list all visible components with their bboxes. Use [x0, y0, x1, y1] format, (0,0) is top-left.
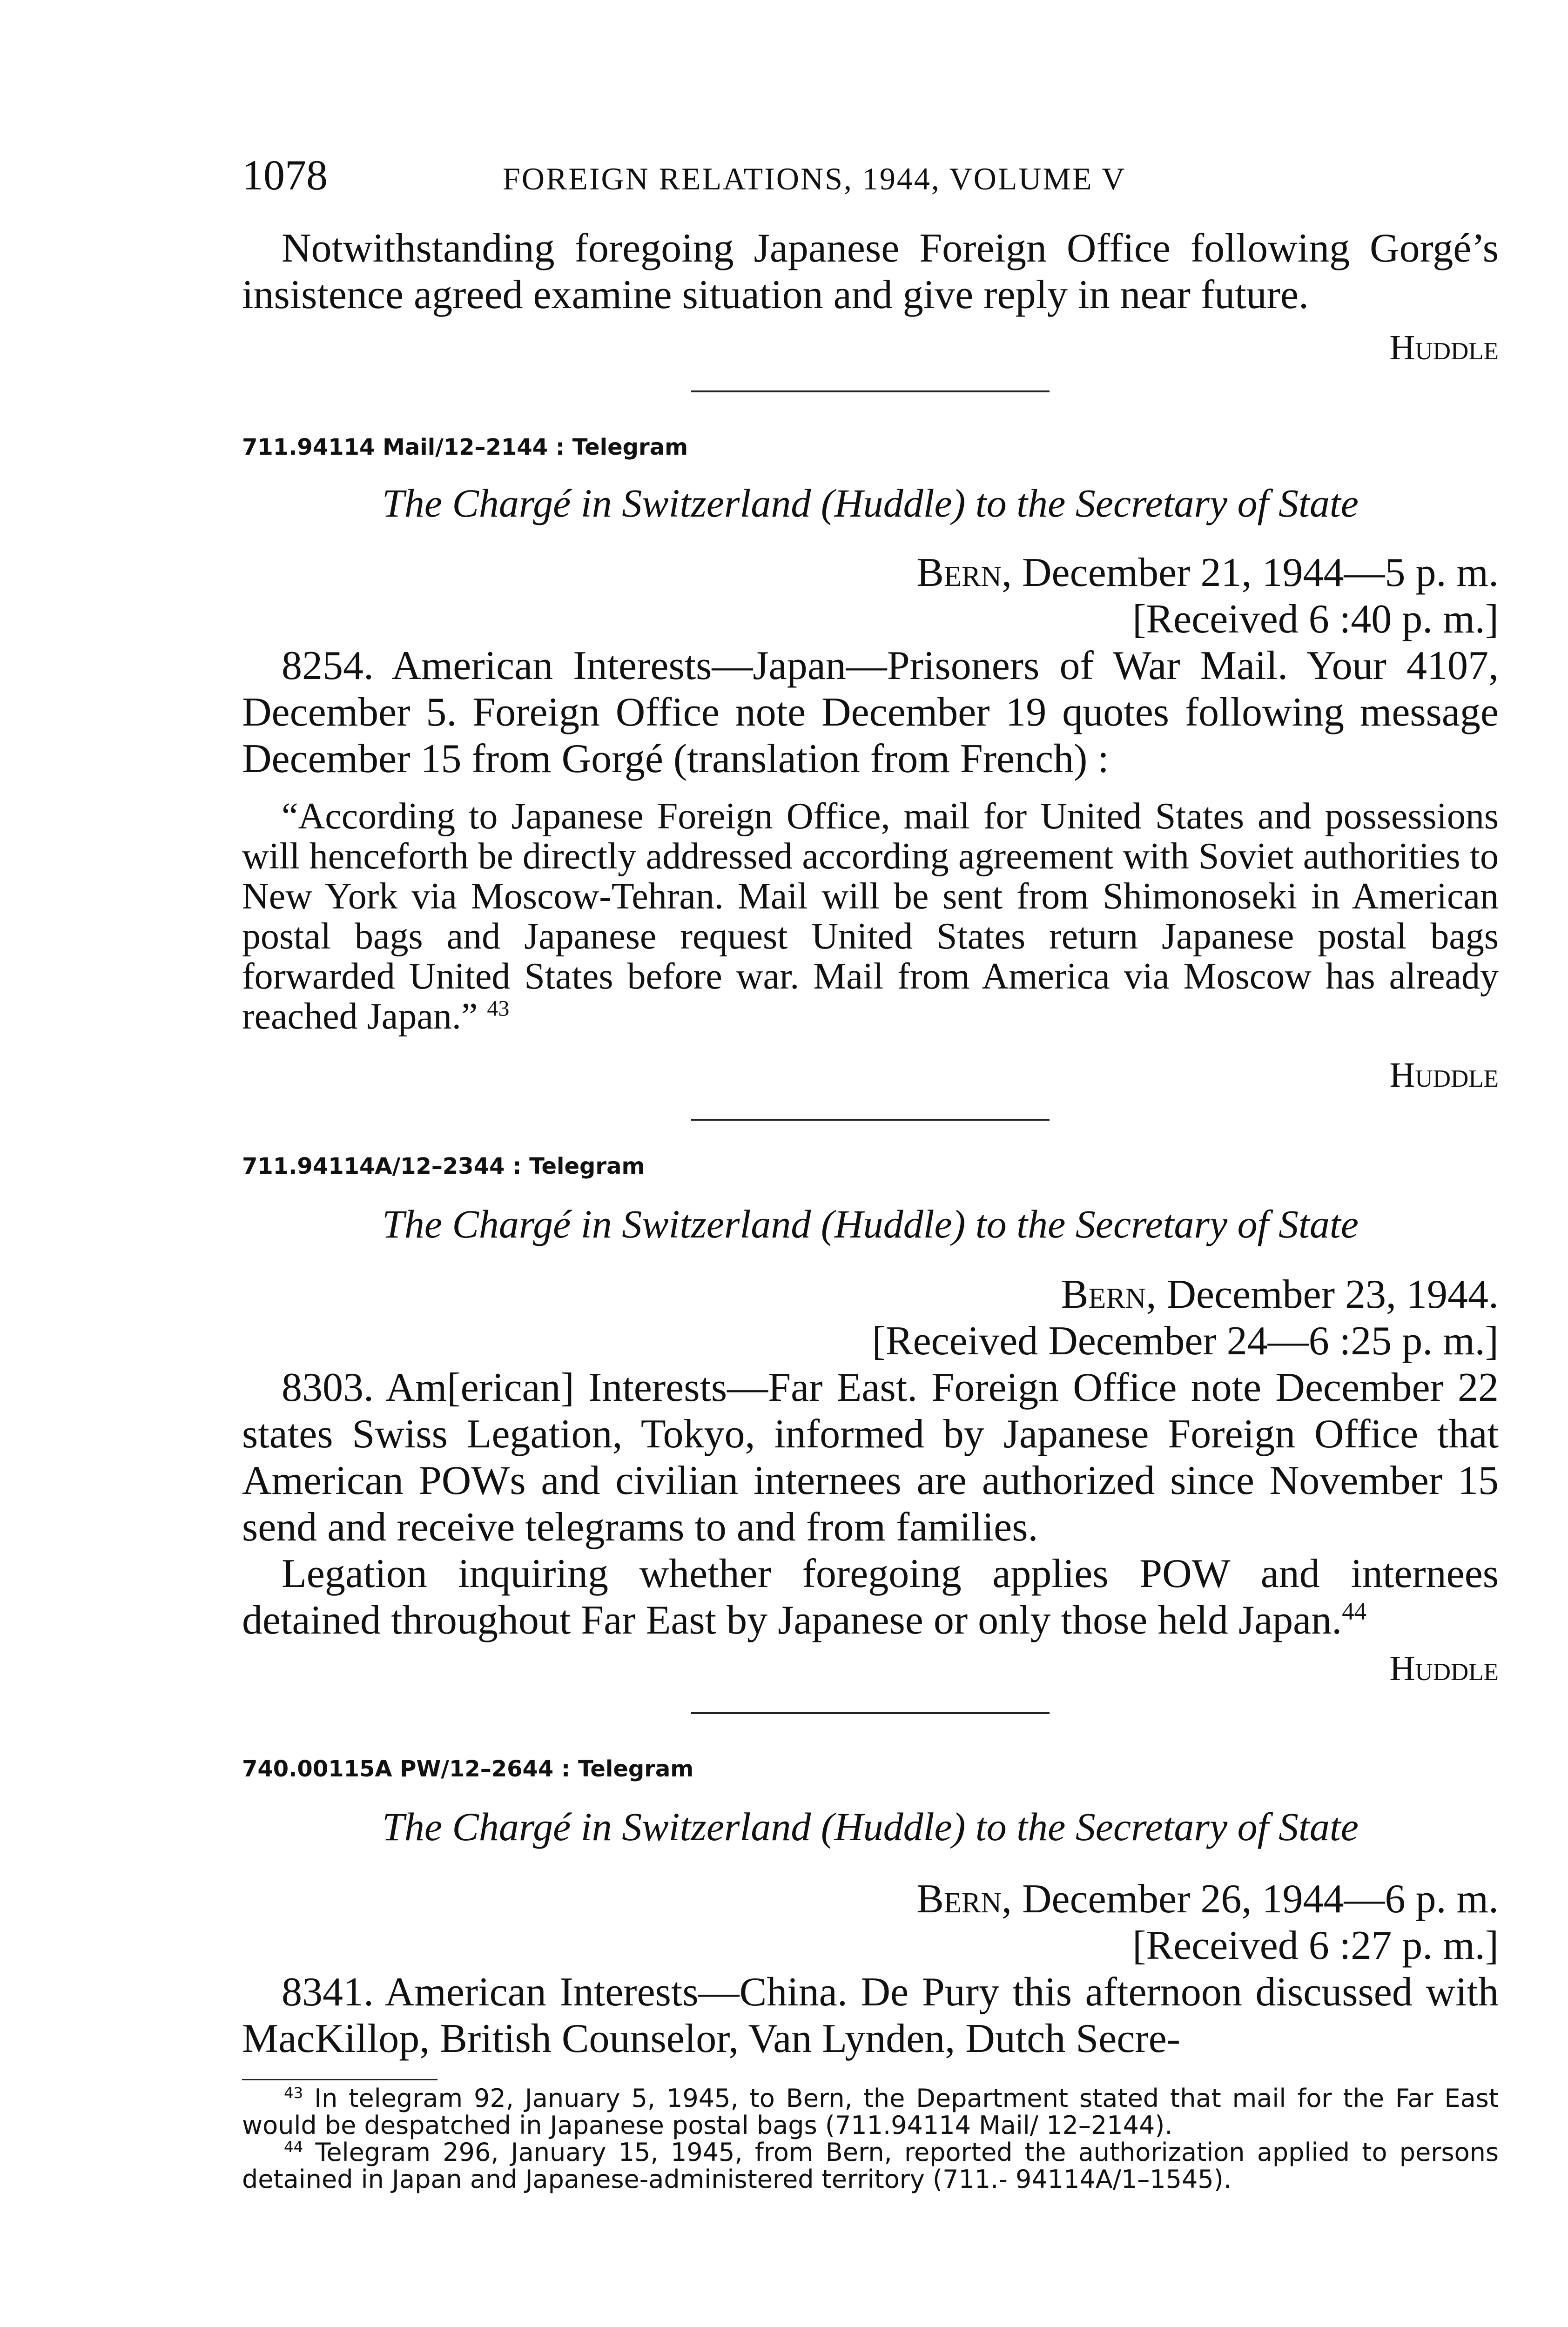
running-title: FOREIGN RELATIONS, 1944, VOLUME V	[503, 161, 1126, 196]
footnote-ref: 44	[1342, 1598, 1366, 1625]
telegram-body: 8303. Am[erican] Interests—Far East. Foreign Office note December 22 states Swiss Legation, Tokyo, informed by Japanese Foreign Office that American POWs and civilian internees are authorized since November 15 send and receive telegrams to and from families.	[242, 1365, 1499, 1550]
date: December 21, 1944—5 p. m.	[1022, 550, 1499, 595]
document-711-94114	[242, 434, 1499, 1096]
paragraph-text: Legation inquiring whether foregoing applies POW and internees detained throughout Far East by Japanese or only those held Japan.	[242, 1551, 1499, 1643]
footnote-mark: 44	[284, 2138, 303, 2156]
received-line: [Received 6 :40 p. m.]	[1132, 597, 1499, 642]
opening-section	[242, 225, 1499, 368]
file-code: 711.94114 Mail/12–2144 : Telegram	[242, 434, 688, 460]
document-title: The Chargé in Switzerland (Huddle) to the Secretary of State	[382, 1804, 1359, 1849]
opening-signature: Huddle	[1389, 328, 1499, 367]
footnote-mark: 43	[284, 2084, 303, 2102]
document-title: The Chargé in Switzerland (Huddle) to the Secretary of State	[382, 1202, 1359, 1246]
received-line: [Received December 24—6 :25 p. m.]	[872, 1318, 1499, 1364]
section-divider	[691, 1119, 1050, 1121]
footnote-text: Telegram 296, January 15, 1945, from Bern, reported the authorization applied to persons detained in Japan and Japanese-administered territory (711.- 94114A/1–1545).	[242, 2138, 1499, 2194]
date: December 23, 1944.	[1166, 1272, 1499, 1317]
document-page	[242, 151, 1499, 2194]
page-number: 1078	[242, 151, 328, 199]
dateline	[242, 1876, 1499, 1923]
opening-paragraph: Notwithstanding foregoing Japanese Foreign Office following Gorgé’s insistence agreed examine situation and give reply in near future.	[242, 226, 1499, 317]
page-header	[242, 151, 1499, 199]
footnote-divider	[242, 2079, 437, 2080]
received-line: [Received 6 :27 p. m.]	[1132, 1923, 1499, 1968]
telegram-body: 8341. American Interests—China. De Pury this afternoon discussed with MacKillop, British Counselor, Van Lynden, Dutch Secre-	[242, 1970, 1499, 2061]
date: December 26, 1944—6 p. m.	[1022, 1876, 1499, 1922]
telegram-body-continued	[242, 1551, 1499, 1644]
document-711-94114a	[242, 1153, 1499, 1689]
file-code: 740.00115A PW/12–2644 : Telegram	[242, 1756, 694, 1782]
footnote-ref: 43	[487, 996, 510, 1021]
place: Bern,	[1061, 1272, 1157, 1317]
footnotes	[242, 2085, 1499, 2193]
file-code: 711.94114A/12–2344 : Telegram	[242, 1153, 645, 1179]
place: Bern,	[916, 550, 1012, 595]
footnote-text: In telegram 92, January 5, 1945, to Bern, the Department stated that mail for the Far East would be despatched in Japanese postal bags (711.94114 Mail/ 12–2144).	[242, 2084, 1499, 2140]
dateline	[242, 1271, 1499, 1318]
footnote-43	[242, 2085, 1499, 2139]
section-divider	[691, 1712, 1050, 1714]
signature: Huddle	[1389, 1649, 1499, 1688]
quoted-message	[242, 796, 1499, 1036]
dateline	[242, 550, 1499, 596]
place: Bern,	[916, 1876, 1012, 1922]
document-740-00115a	[242, 1756, 1499, 2062]
section-divider	[691, 390, 1050, 392]
signature: Huddle	[1389, 1056, 1499, 1095]
document-title: The Chargé in Switzerland (Huddle) to the Secretary of State	[382, 481, 1359, 525]
telegram-body: 8254. American Interests—Japan—Prisoners of War Mail. Your 4107, December 5. Foreign Office note December 19 quotes following message December 15 from Gorgé (translation from French) :	[242, 643, 1499, 781]
footnote-44	[242, 2139, 1499, 2193]
quote-text: “According to Japanese Foreign Office, mail for United States and possessions will henceforth be directly addressed according agreement with Soviet authorities to New York via Moscow-Tehran. Mail will be sent from Shimonoseki in American postal bags and Japanese request United States return Japanese postal bags forwarded United States before war. Mail from America via Moscow has already reached Japan.”	[242, 796, 1499, 1037]
